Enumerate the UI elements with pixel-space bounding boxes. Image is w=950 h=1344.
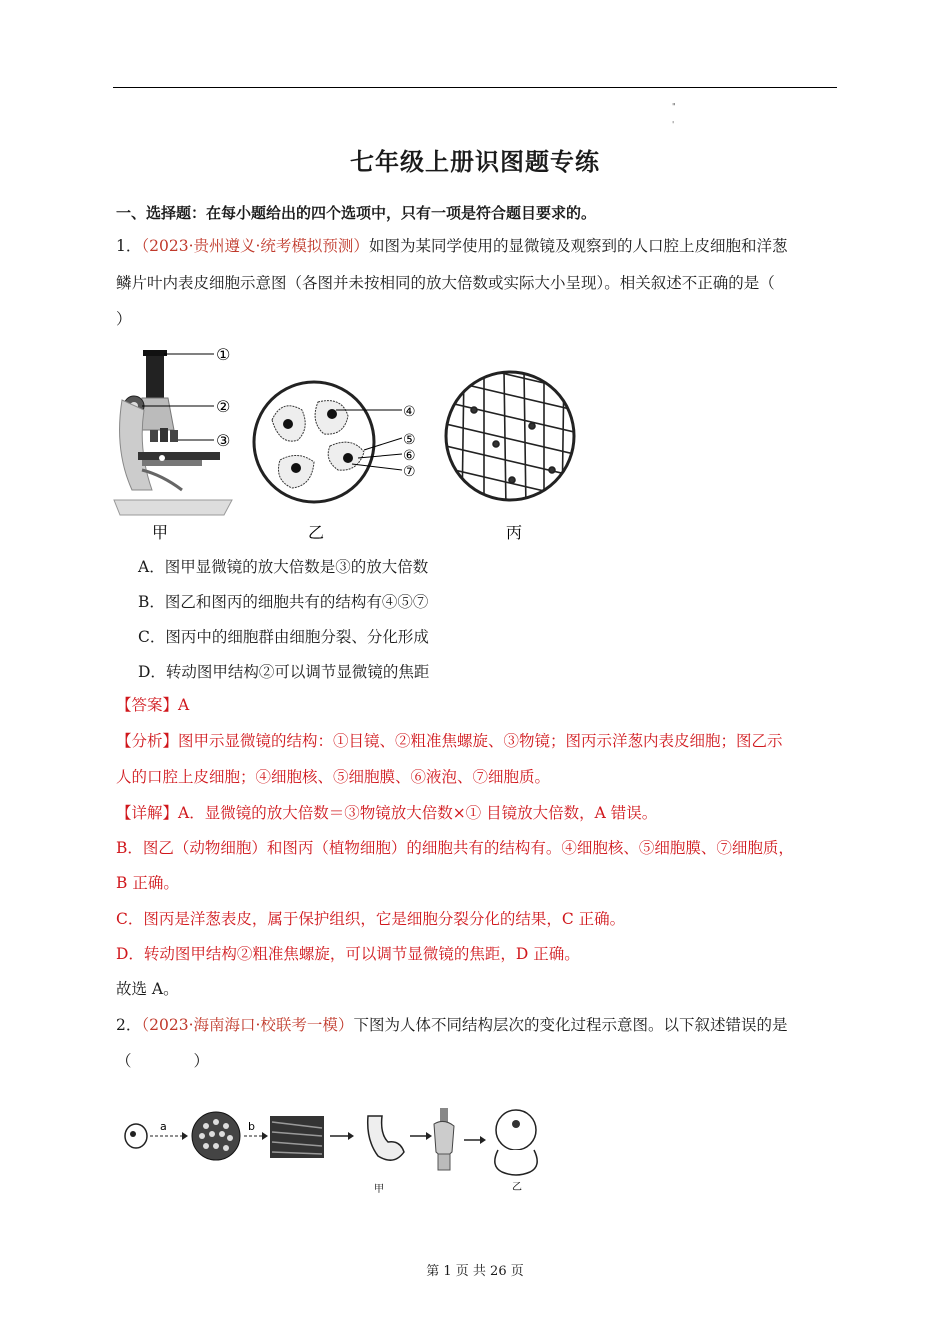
q1-option-a: A．图甲显微镜的放大倍数是③的放大倍数 — [138, 558, 429, 576]
q2-stem-line2: （ ） — [116, 1052, 210, 1070]
q1-detail-line5: D．转动图甲结构②粗准焦螺旋，可以调节显微镜的焦距，D 正确。 — [116, 945, 580, 963]
q1-analysis-line1: 【分析】图甲示显微镜的结构：①目镜、②粗准焦螺旋、③物镜；图丙示洋葱内表皮细胞；图乙示 — [116, 732, 783, 750]
header-mark-2: ' — [672, 120, 675, 129]
q1-option-c: C．图丙中的细胞群由细胞分裂、分化形成 — [138, 628, 429, 646]
q1-stem-text: 如图为某同学使用的显微镜及观察到的人口腔上皮细胞和洋葱 — [368, 237, 788, 255]
q1-source: （2023·贵州遵义·统考模拟预测） — [141, 237, 369, 255]
label-4: ④ — [403, 404, 416, 420]
q1-stem-line1 — [116, 229, 840, 264]
section-heading: 一、选择题：在每小题给出的四个选项中，只有一项是符合题目要求的。 — [116, 204, 597, 222]
label-1: ① — [216, 345, 231, 364]
q1-detail-line3: B 正确。 — [116, 874, 179, 892]
q2-source: （2023·海南海口·校联考一模） — [141, 1016, 354, 1034]
q1-stem-line2: 鳞片叶内表皮细胞示意图（各图并未按相同的放大倍数或实际大小呈现）。相关叙述不正确的是（ — [116, 274, 775, 292]
caption-yi-2: 乙 — [512, 1182, 522, 1193]
q1-option-b: B．图乙和图丙的细胞共有的结构有④⑤⑦ — [138, 593, 429, 611]
q1-stem-line3: ） — [116, 310, 132, 328]
page-footer: 第 1 页 共 26 页 — [426, 1264, 524, 1279]
q1-number: 1． — [116, 237, 142, 255]
q1-conclusion: 故选 A。 — [116, 980, 179, 998]
caption-jia: 甲 — [152, 523, 169, 542]
caption-jia-2: 甲 — [374, 1184, 384, 1195]
label-5: ⑤ — [403, 432, 416, 448]
header-marks — [672, 98, 676, 134]
label-6: ⑥ — [403, 448, 416, 464]
q2-stem-line1 — [116, 1008, 840, 1043]
arrow-label-a: a — [160, 1120, 167, 1133]
q1-answer: 【答案】A — [116, 696, 190, 714]
microscope-drawing — [114, 345, 232, 515]
arrow-label-b: b — [248, 1120, 255, 1133]
page-title: 七年级上册识图题专练 — [350, 148, 600, 176]
caption-yi: 乙 — [308, 523, 325, 542]
q1-detail-line2: B．图乙（动物细胞）和图丙（植物细胞）的细胞共有的结构有。④细胞核、⑤细胞膜、⑦细胞质， — [116, 839, 794, 857]
header-rule — [113, 87, 837, 88]
plant-cells-drawing — [446, 360, 574, 520]
header-mark-1: " — [672, 102, 676, 111]
q1-detail-line1: 【详解】A．显微镜的放大倍数＝③物镜放大倍数×① 目镜放大倍数，A 错误。 — [116, 804, 658, 822]
label-2: ② — [216, 397, 231, 416]
q2-figure — [118, 1100, 558, 1200]
label-7: ⑦ — [403, 464, 416, 480]
label-3: ③ — [216, 431, 231, 450]
caption-bing: 丙 — [506, 523, 523, 542]
q2-number: 2． — [116, 1016, 142, 1034]
q1-analysis-line2: 人的口腔上皮细胞；④细胞核、⑤细胞膜、⑥液泡、⑦细胞质。 — [116, 768, 551, 786]
q1-figure — [112, 340, 592, 550]
q1-option-d: D．转动图甲结构②可以调节显微镜的焦距 — [138, 663, 430, 681]
q2-stem-text: 下图为人体不同结构层次的变化过程示意图。以下叙述错误的是 — [353, 1016, 788, 1034]
q1-detail-line4: C．图丙是洋葱表皮，属于保护组织，它是细胞分裂分化的结果，C 正确。 — [116, 910, 626, 928]
animal-cells-drawing — [254, 382, 416, 502]
